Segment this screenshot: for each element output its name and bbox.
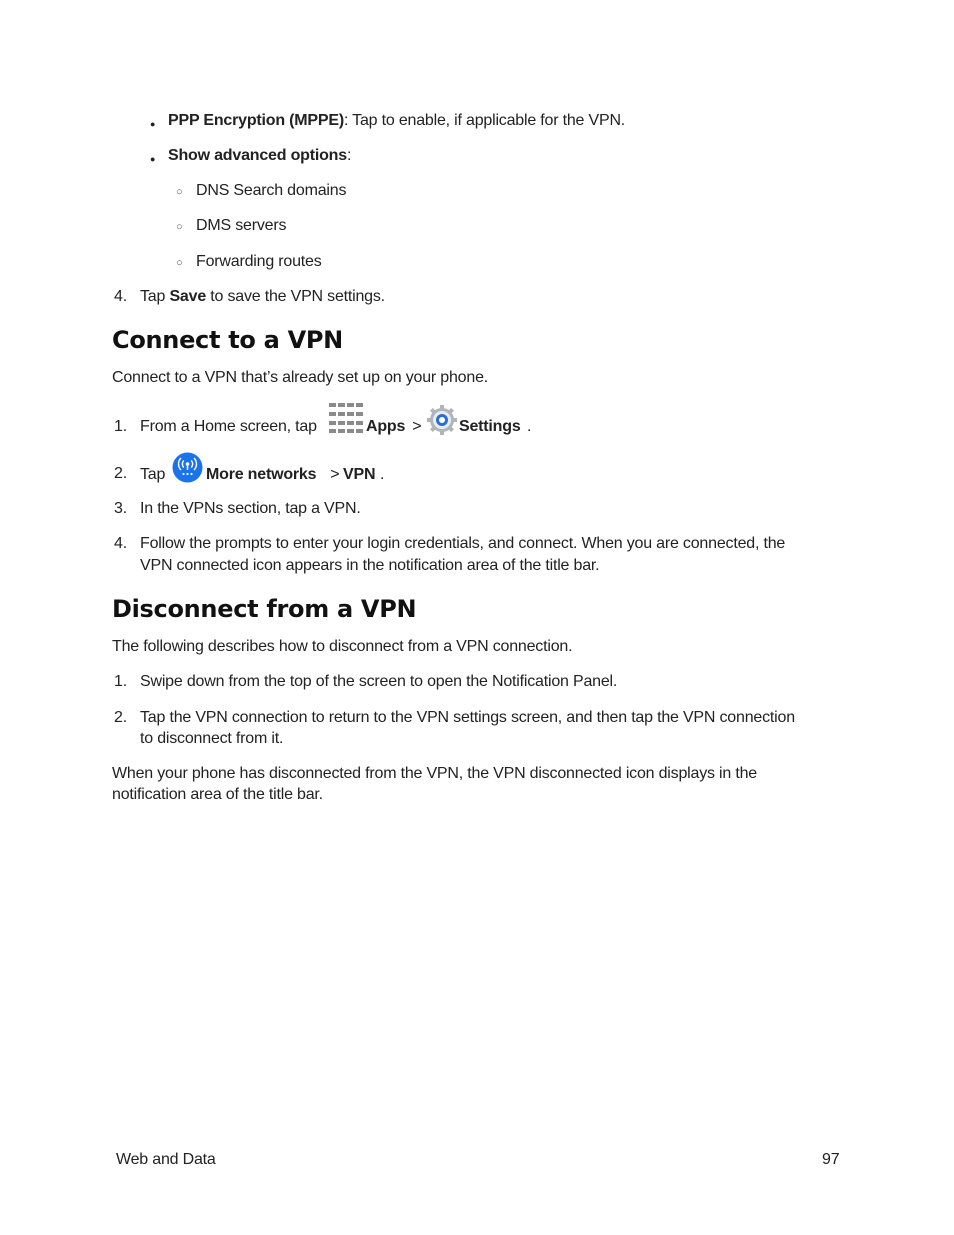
disconnect-step-2-line-2: to disconnect from it.: [140, 730, 284, 747]
more-networks-label: More networks: [206, 466, 317, 483]
section-heading-connect: Connect to a VPN: [112, 326, 343, 354]
sub-bullet-circle: ○: [176, 221, 183, 233]
sub-bullet-item: Forwarding routes: [196, 253, 322, 270]
more-networks-icon: [172, 452, 203, 483]
vpn-label: VPN: [343, 466, 376, 483]
settings-gear-icon: [427, 405, 457, 435]
breadcrumb-separator: >: [408, 418, 426, 435]
sub-bullet-item: DMS servers: [196, 217, 287, 234]
save-label: Save: [169, 288, 207, 305]
sub-bullet-item: DNS Search domains: [196, 182, 347, 199]
disconnect-outro-line-1: When your phone has disconnected from the VPN, the VPN disconnected icon displays in the: [112, 765, 758, 782]
bullet-dot: ●: [150, 154, 156, 164]
disconnect-step-1-text: Swipe down from the top of the screen to open the Notification Panel.: [140, 673, 618, 690]
step-period: .: [527, 418, 532, 435]
bullet-ppp-encryption: [168, 112, 625, 130]
step-number: 4.: [114, 535, 127, 552]
connect-intro: Connect to a VPN that’s already set up on your phone.: [112, 369, 489, 386]
bullet-bold-label: PPP Encryption (MPPE): [168, 112, 344, 129]
bullet-dot: ●: [150, 119, 156, 129]
connect-step-4-line-1: Follow the prompts to enter your login credentials, and connect. When you are connected, the: [140, 535, 786, 552]
bullet-bold-label: Show advanced options: [168, 147, 347, 164]
step-save: [140, 288, 385, 306]
step-period: .: [380, 466, 385, 483]
bullet-text: : Tap to enable, if applicable for the VPN.: [343, 112, 626, 129]
bullet-advanced-options: [168, 147, 351, 165]
footer-page-number: 97: [822, 1151, 840, 1168]
connect-step-3-text: In the VPNs section, tap a VPN.: [140, 500, 361, 517]
step-number: 2.: [114, 465, 127, 482]
breadcrumb-separator: >: [326, 466, 344, 483]
step-text: to save the VPN settings.: [206, 288, 385, 305]
connect-step-4-line-2: VPN connected icon appears in the notification area of the title bar.: [140, 557, 600, 574]
sub-bullet-circle: ○: [176, 257, 183, 269]
step-text: Tap: [140, 288, 170, 305]
step-number: 1.: [114, 418, 127, 435]
connect-step-2-text: Tap: [140, 466, 170, 483]
step-number: 1.: [114, 673, 127, 690]
apps-grid-icon: [329, 403, 363, 434]
disconnect-outro-line-2: notification area of the title bar.: [112, 786, 323, 803]
bullet-text: :: [346, 147, 352, 164]
disconnect-intro: The following describes how to disconnect from a VPN connection.: [112, 638, 573, 655]
disconnect-step-2-line-1: Tap the VPN connection to return to the VPN settings screen, and then tap the VPN connection: [140, 709, 795, 726]
settings-label: Settings: [459, 418, 521, 435]
step-number: 4.: [114, 288, 127, 305]
section-heading-disconnect: Disconnect from a VPN: [112, 595, 417, 623]
footer-section-title: Web and Data: [116, 1151, 216, 1168]
sub-bullet-circle: ○: [176, 186, 183, 198]
step-number: 3.: [114, 500, 127, 517]
step-number: 2.: [114, 709, 127, 726]
connect-step-1-text: From a Home screen, tap: [140, 418, 317, 435]
apps-label: Apps: [366, 418, 406, 435]
